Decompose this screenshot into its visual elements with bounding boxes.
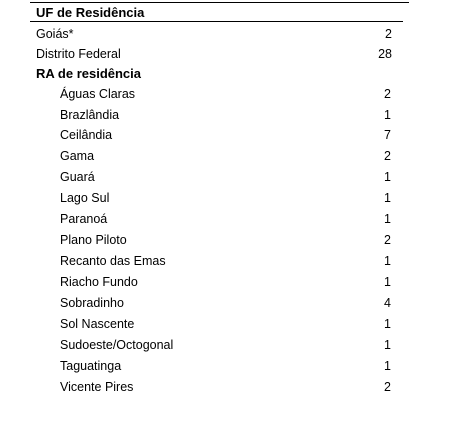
row-label: Águas Claras [60,87,136,101]
table-row [60,168,391,186]
row-label: Vicente Pires [60,380,134,394]
table-row [60,189,391,207]
table-row [60,336,391,354]
row-label: Lago Sul [60,191,110,205]
table-row [60,126,391,144]
row-value: 1 [384,359,391,373]
row-label: Paranoá [60,212,108,226]
table-row [60,252,391,270]
row-value: 1 [384,275,391,289]
row-label: Sol Nascente [60,317,135,331]
row-value: 4 [384,296,391,310]
row-value: 1 [384,212,391,226]
table-row [60,210,391,228]
row-label: Goiás* [36,27,74,41]
row-value: 1 [384,254,391,268]
row-value: 7 [384,128,391,142]
row-label: Gama [60,149,95,163]
row-value: 1 [384,191,391,205]
row-label: Sobradinho [60,296,124,310]
table-top-rule [30,2,409,3]
row-value: 1 [384,108,391,122]
row-label: Distrito Federal [36,47,121,61]
row-label: Brazlândia [60,108,120,122]
row-value: 1 [384,317,391,331]
row-label: Riacho Fundo [60,275,138,289]
row-label: Taguatinga [60,359,122,373]
table-row [60,85,391,103]
table-row [36,25,392,43]
table-row [36,45,392,63]
uf-section-header: UF de Residência [30,4,403,22]
row-label: Ceilândia [60,128,113,142]
row-label: Recanto das Emas [60,254,166,268]
table-row [60,315,391,333]
row-value: 28 [378,47,392,61]
row-value: 2 [384,233,391,247]
table-row [60,294,391,312]
row-value: 2 [384,380,391,394]
ra-section-header: RA de residência [36,66,142,81]
table-row [60,231,391,249]
row-value: 1 [384,338,391,352]
table-row [60,378,391,396]
row-label: Plano Piloto [60,233,127,247]
table-row [60,273,391,291]
row-value: 2 [384,149,391,163]
row-value: 2 [385,27,392,41]
row-label: Sudoeste/Octogonal [60,338,174,352]
row-value: 2 [384,87,391,101]
row-value: 1 [384,170,391,184]
table-row [60,106,391,124]
table-row [60,357,391,375]
row-label: Guará [60,170,95,184]
table-row [60,147,391,165]
